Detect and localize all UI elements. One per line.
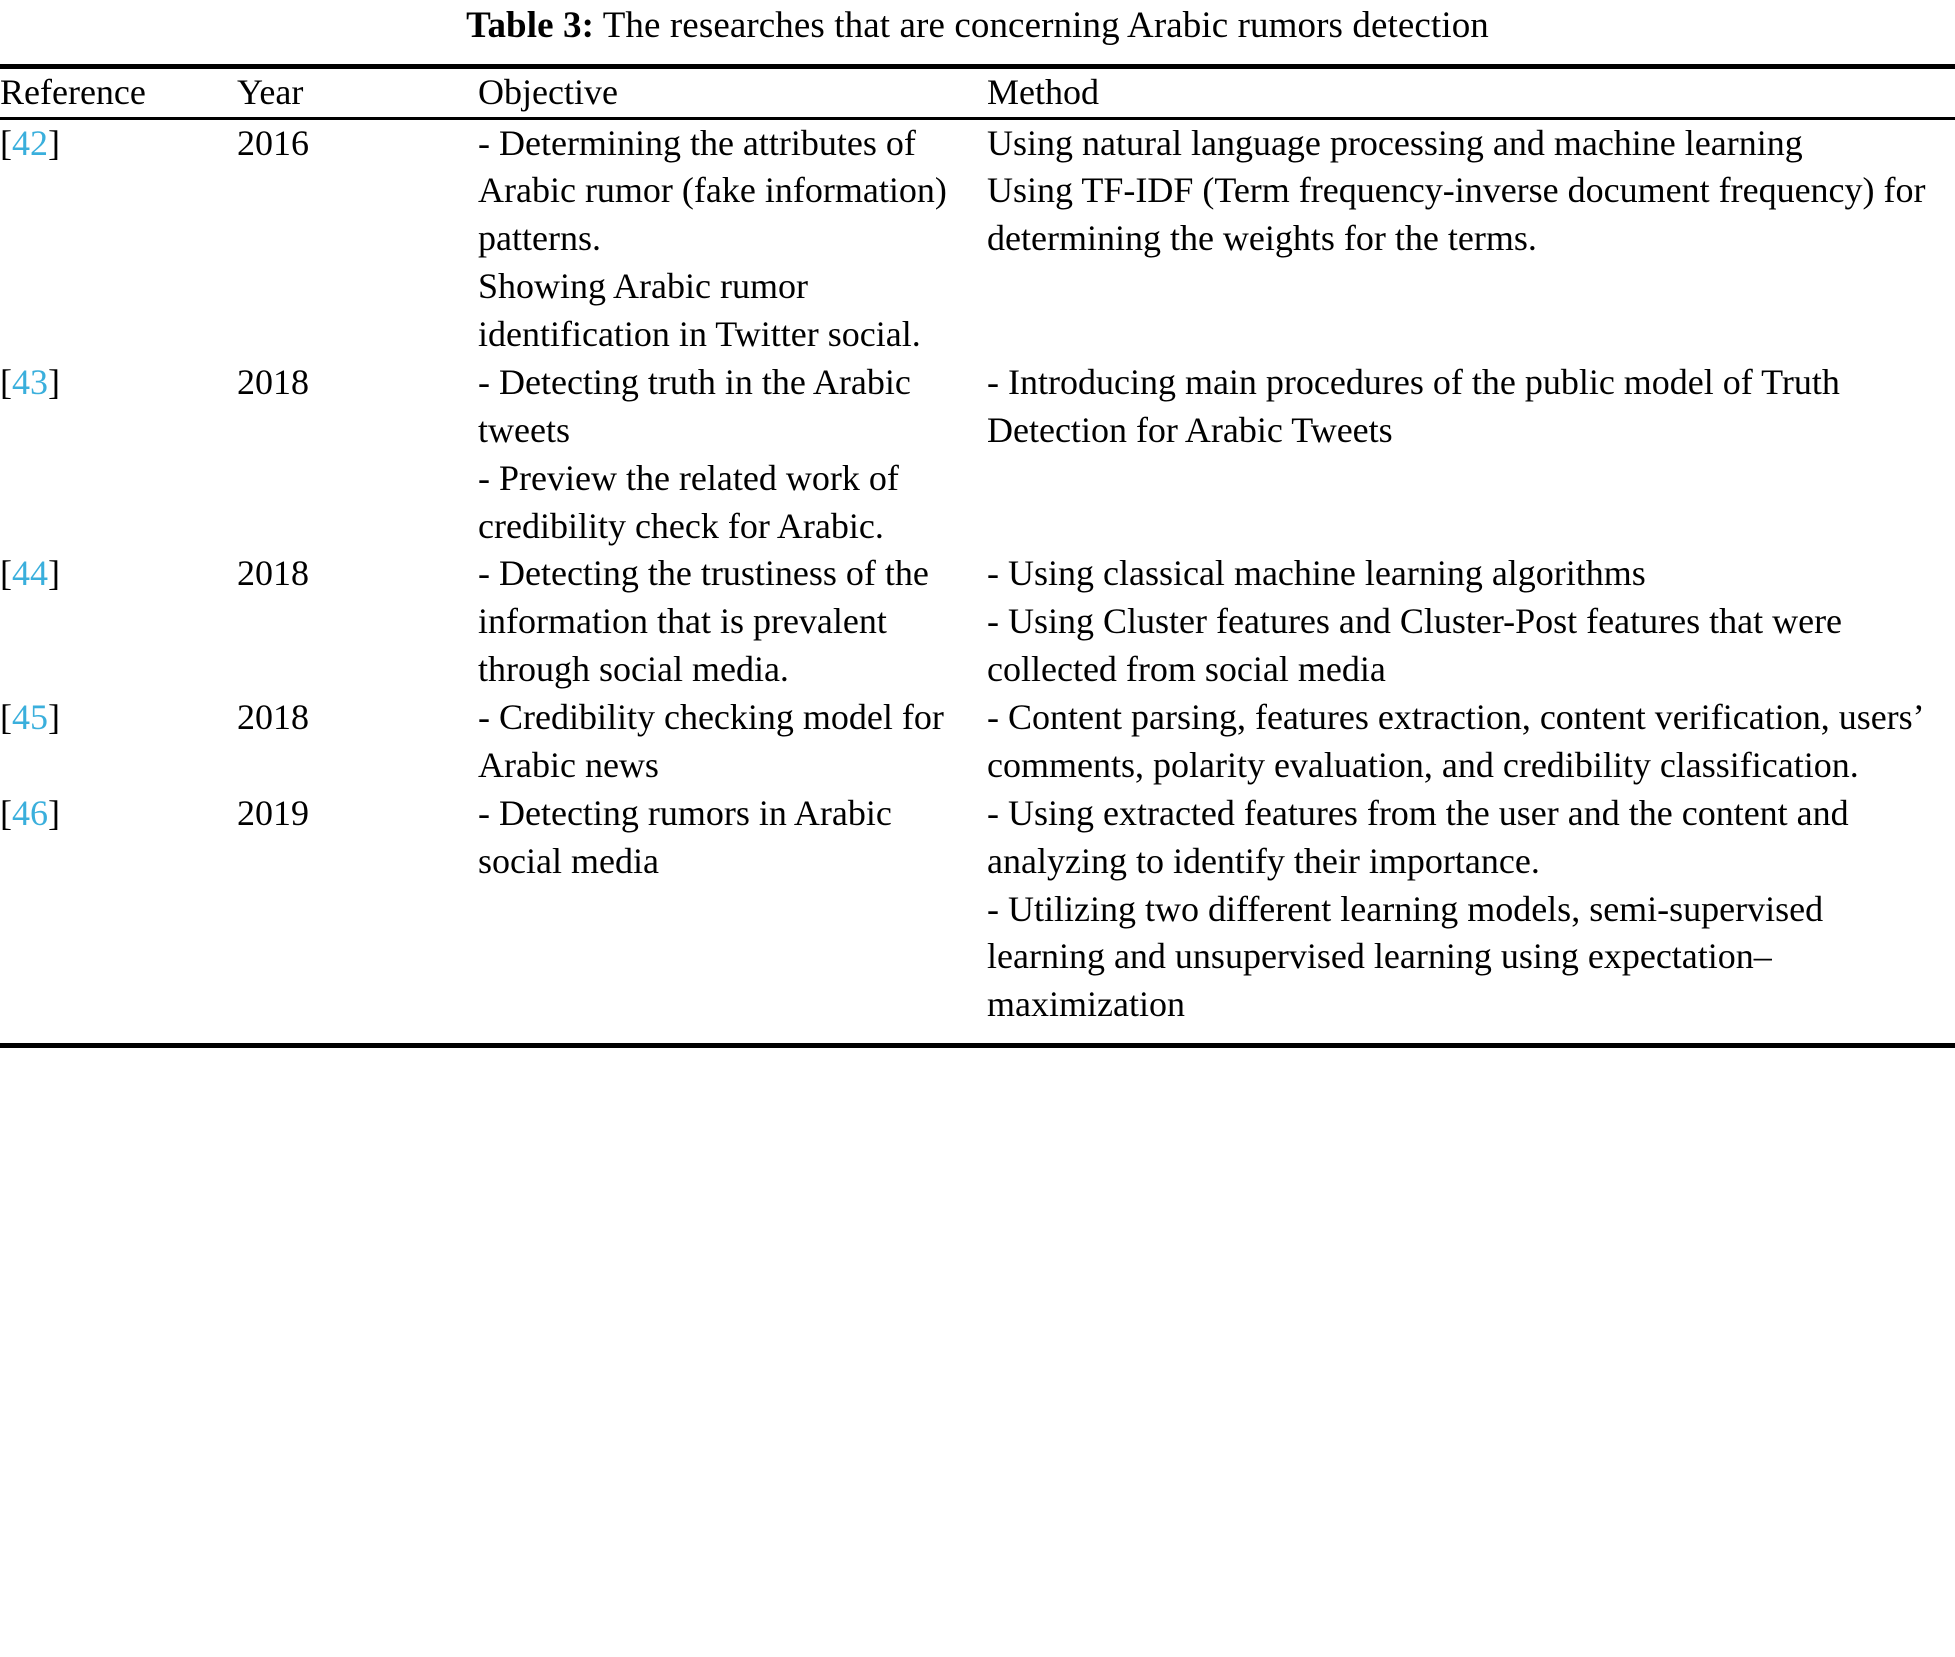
cell-reference <box>0 359 237 551</box>
reference-bracket-close: ] <box>48 553 60 594</box>
table-row <box>0 790 1955 1043</box>
table-body <box>0 120 1955 1044</box>
table-header <box>0 69 1955 117</box>
objective-line: - Detecting truth in the Arabic tweets <box>478 361 911 450</box>
method-line: - Utilizing two different learning models, semi-supervised learning and unsupervised learning using expectation–maximization <box>987 888 1824 1025</box>
cell-objective <box>478 550 987 694</box>
cell-method <box>987 550 1955 694</box>
cell-year: 2018 <box>237 553 309 594</box>
research-table <box>0 69 1955 117</box>
column-header-objective: Objective <box>478 71 618 112</box>
reference-bracket-open: [ <box>0 553 12 594</box>
cell-objective <box>478 120 987 359</box>
research-table-body <box>0 120 1955 1044</box>
cell-reference <box>0 694 237 790</box>
cell-method <box>987 359 1955 551</box>
table-bottom-rule <box>0 1043 1955 1048</box>
reference-bracket-close: ] <box>48 792 60 833</box>
method-line: Using natural language processing and machine learning <box>987 122 1803 163</box>
reference-bracket-open: [ <box>0 361 12 402</box>
reference-bracket-open: [ <box>0 792 12 833</box>
caption-text: The researches that are concerning Arabic rumors detection <box>602 5 1489 46</box>
objective-line: - Preview the related work of credibility check for Arabic. <box>478 457 899 546</box>
cell-method <box>987 790 1955 1043</box>
table-caption <box>0 0 1955 64</box>
reference-link[interactable]: 46 <box>12 792 48 833</box>
table-row <box>0 120 1955 359</box>
column-header-method: Method <box>987 71 1099 112</box>
table-row <box>0 550 1955 694</box>
cell-year: 2019 <box>237 792 309 833</box>
method-line: - Introducing main procedures of the public model of Truth Detection for Arabic Tweets <box>987 361 1840 450</box>
table-row <box>0 359 1955 551</box>
reference-link[interactable]: 45 <box>12 697 48 738</box>
cell-year: 2018 <box>237 361 309 402</box>
reference-link[interactable]: 42 <box>12 122 48 163</box>
cell-reference <box>0 120 237 359</box>
objective-line: - Determining the attributes of Arabic rumor (fake information) patterns. <box>478 122 947 259</box>
header-row <box>0 69 1955 117</box>
method-line: - Using classical machine learning algorithms <box>987 553 1646 594</box>
caption-label: Table 3: <box>466 5 595 46</box>
reference-bracket-open: [ <box>0 122 12 163</box>
cell-reference <box>0 550 237 694</box>
cell-objective <box>478 694 987 790</box>
cell-method <box>987 694 1955 790</box>
column-header-year: Year <box>237 71 304 112</box>
cell-year: 2016 <box>237 122 309 163</box>
reference-link[interactable]: 44 <box>12 553 48 594</box>
reference-link[interactable]: 43 <box>12 361 48 402</box>
cell-reference <box>0 790 237 1043</box>
method-line: - Using extracted features from the user and the content and analyzing to identify their importance. <box>987 792 1849 881</box>
cell-objective <box>478 359 987 551</box>
objective-line: - Detecting the trustiness of the information that is prevalent through social media. <box>478 553 929 690</box>
cell-objective <box>478 790 987 1043</box>
method-line: Using TF-IDF (Term frequency-inverse document frequency) for determining the weights for the terms. <box>987 170 1926 259</box>
method-line: - Using Cluster features and Cluster-Post features that were collected from social media <box>987 601 1843 690</box>
objective-line: - Detecting rumors in Arabic social media <box>478 792 892 881</box>
reference-bracket-close: ] <box>48 697 60 738</box>
method-line: - Content parsing, features extraction, content verification, users’ comments, polarity evaluation, and credibility classification. <box>987 697 1922 785</box>
cell-method <box>987 120 1955 359</box>
column-header-reference: Reference <box>0 71 146 112</box>
reference-bracket-close: ] <box>48 122 60 163</box>
reference-bracket-close: ] <box>48 361 60 402</box>
reference-bracket-open: [ <box>0 697 12 738</box>
objective-line: - Credibility checking model for Arabic news <box>478 697 944 785</box>
table-row <box>0 694 1955 790</box>
objective-line: Showing Arabic rumor identification in Twitter social. <box>478 266 921 355</box>
cell-year: 2018 <box>237 697 309 738</box>
